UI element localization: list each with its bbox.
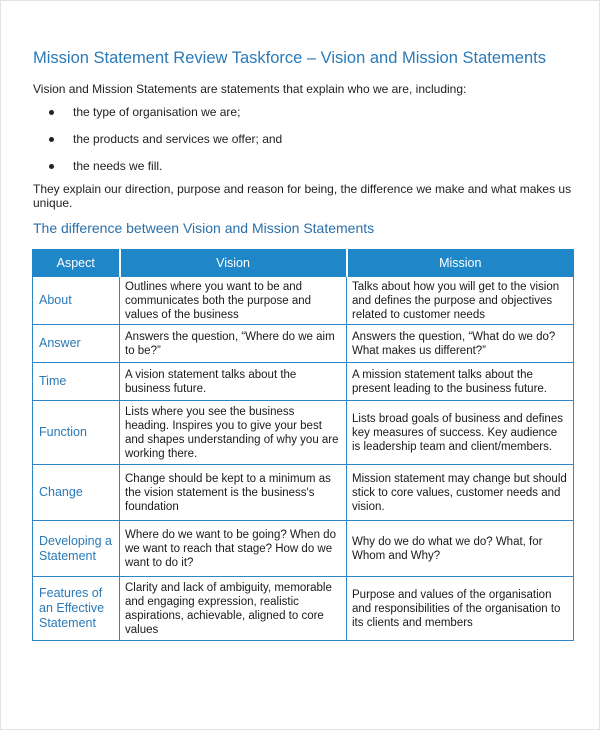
document-title: Mission Statement Review Taskforce – Vision and Mission Statements [33, 49, 546, 67]
table-row [33, 465, 574, 521]
aspect-cell: Developing a Statement [33, 521, 120, 577]
vision-cell: Change should be kept to a minimum as the vision statement is the business's foundation [120, 465, 347, 521]
table-row [33, 277, 574, 325]
list-item: the products and services we offer; and [49, 132, 282, 159]
comparison-table [32, 249, 574, 641]
aspect-cell: Answer [33, 325, 120, 363]
header-mission: Mission [347, 250, 574, 277]
table-row [33, 521, 574, 577]
table-row [33, 401, 574, 465]
section-heading: The difference between Vision and Mission Statements [33, 220, 375, 236]
mission-cell: Why do we do what we do? What, for Whom and Why? [347, 521, 574, 577]
bullet-icon [49, 110, 54, 115]
list-item: the needs we fill. [49, 159, 282, 186]
bullet-icon [49, 164, 54, 169]
vision-cell: Lists where you see the business heading. Inspires you to give your best and shapes understanding of why you are working there. [120, 401, 347, 465]
mission-cell: Purpose and values of the organisation and responsibilities of the organisation to its clients and members [347, 577, 574, 641]
intro-text: Vision and Mission Statements are statements that explain who we are, including: [33, 82, 467, 96]
aspect-cell: Time [33, 363, 120, 401]
aspect-cell: Change [33, 465, 120, 521]
bullet-list [49, 105, 282, 186]
table-row [33, 577, 574, 641]
header-aspect: Aspect [33, 250, 120, 277]
vision-cell: Clarity and lack of ambiguity, memorable and engaging expression, realistic aspirations, achievable, aligned to core values [120, 577, 347, 641]
table-header-row [33, 250, 574, 277]
table-row [33, 325, 574, 363]
aspect-cell: Function [33, 401, 120, 465]
vision-cell: Where do we want to be going? When do we want to reach that stage? How do we want to do it? [120, 521, 347, 577]
explanation-text: They explain our direction, purpose and reason for being, the difference we make and what makes us unique. [33, 182, 572, 210]
aspect-cell: Features of an Effective Statement [33, 577, 120, 641]
mission-cell: Lists broad goals of business and defines key measures of success. Key audience is leadership team and client/members. [347, 401, 574, 465]
mission-cell: A mission statement talks about the present leading to the business future. [347, 363, 574, 401]
table-row [33, 363, 574, 401]
mission-cell: Mission statement may change but should stick to core values, customer needs and vision. [347, 465, 574, 521]
header-vision: Vision [120, 250, 347, 277]
mission-cell: Talks about how you will get to the vision and defines the purpose and objectives related to customer needs [347, 277, 574, 325]
vision-cell: Answers the question, “Where do we aim to be?” [120, 325, 347, 363]
aspect-cell: About [33, 277, 120, 325]
vision-cell: Outlines where you want to be and communicates both the purpose and values of the business [120, 277, 347, 325]
list-item: the type of organisation we are; [49, 105, 282, 132]
vision-cell: A vision statement talks about the business future. [120, 363, 347, 401]
bullet-icon [49, 137, 54, 142]
mission-cell: Answers the question, “What do we do? What makes us different?” [347, 325, 574, 363]
